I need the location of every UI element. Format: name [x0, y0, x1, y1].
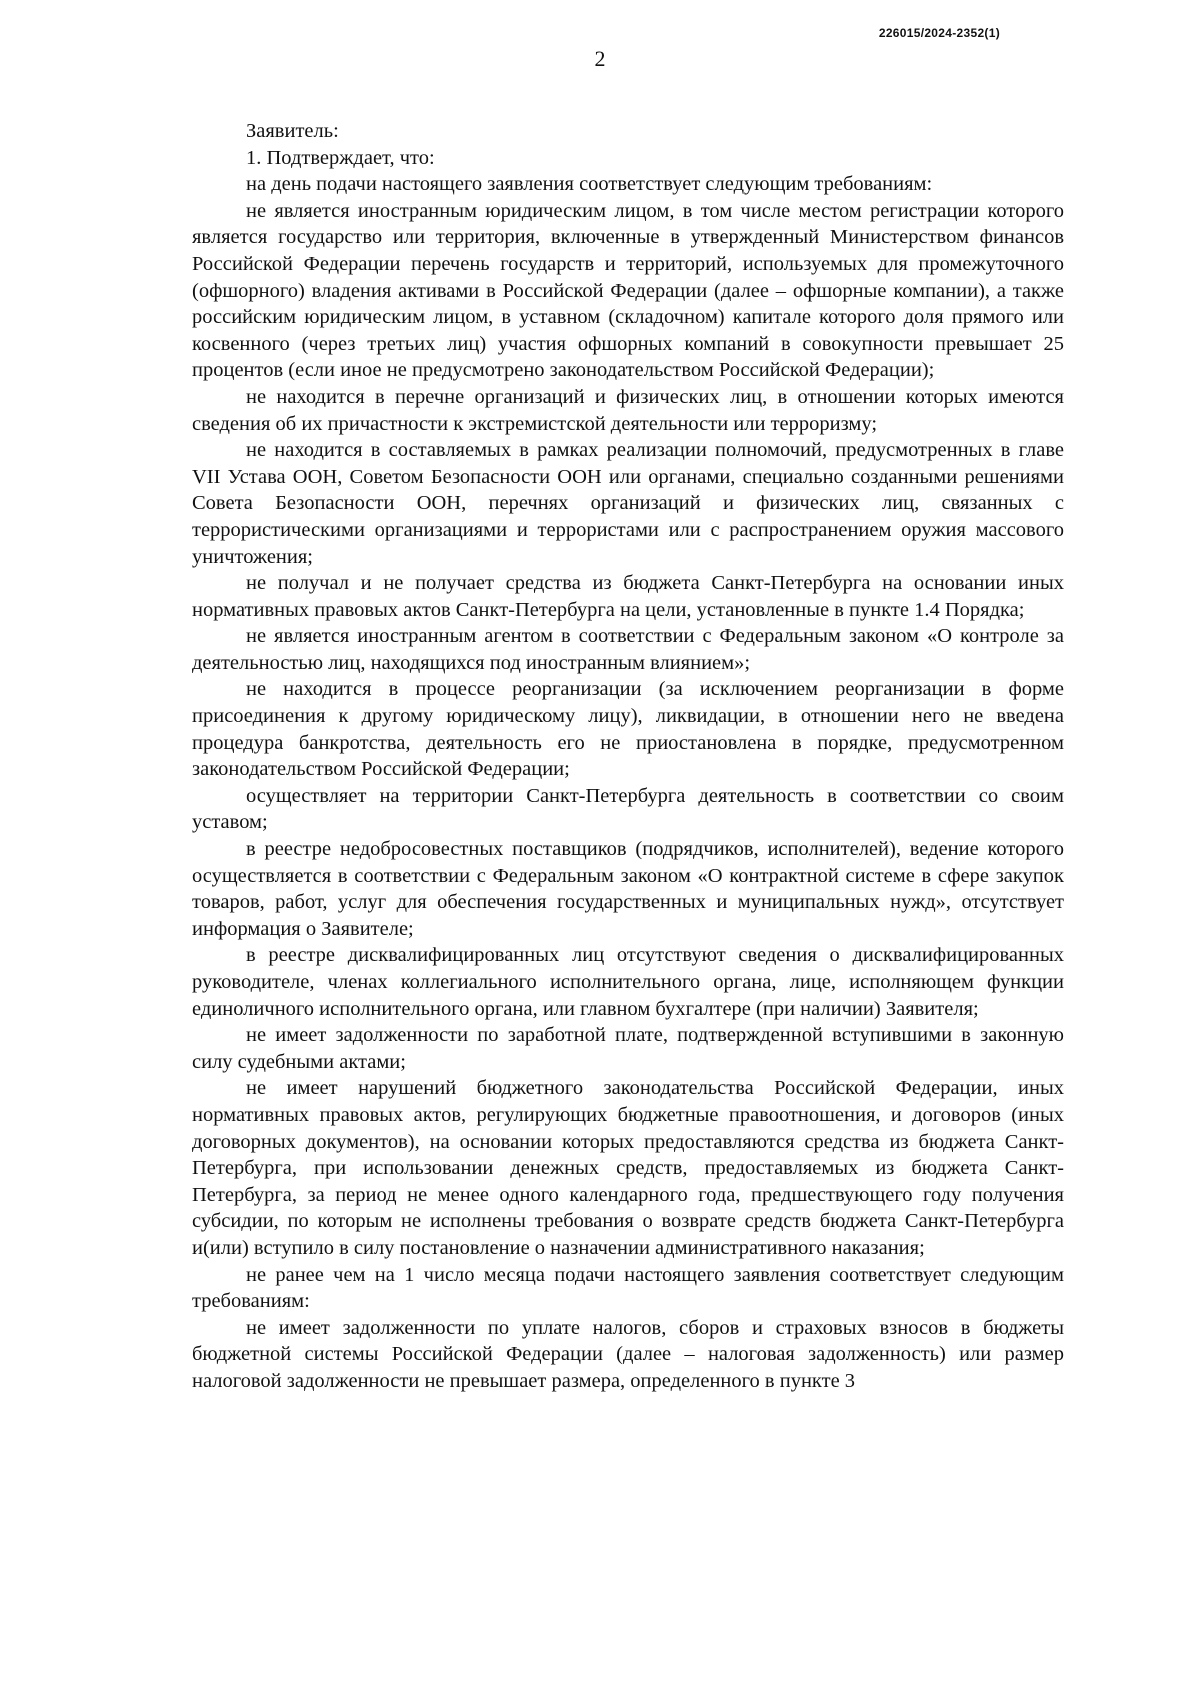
registration-number: 226015/2024-2352(1): [878, 26, 1000, 40]
confirmation-heading: 1. Подтверждает, что:: [246, 146, 435, 169]
paragraph-month-requirements: не ранее чем на 1 число месяца подачи настоящего заявления соответствует следующим требованиям:: [192, 1263, 1064, 1313]
document-body: [192, 118, 1064, 1395]
paragraph-reorganization: не находится в процессе реорганизации (за исключением реорганизации в форме присоединения к другому юридическому лицу), ликвидации, в отношении него не введена процедура банкротства, деятельность его не приостановлена в порядке, предусмотренном законодательством Российской Федерации;: [192, 678, 1064, 781]
paragraph-suppliers-registry: в реестре недобросовестных поставщиков (подрядчиков, исполнителей), ведение которого осуществляется в соответствии с Федеральным законом «О контрактной системе в сфере закупок товаров, работ, услуг для обеспечения государственных и муниципальных нужд», отсутствует информация о Заявителе;: [192, 838, 1064, 940]
paragraph-extremism-list: не находится в перечне организаций и физических лиц, в отношении которых имеются сведения об их причастности к экстремистской деятельности или терроризму;: [192, 385, 1064, 435]
paragraph-disqualified-registry: в реестре дисквалифицированных лиц отсутствуют сведения о дисквалифицированных руководителе, членах коллегиального исполнительного органа, лице, исполняющем функции единоличного исполнительного органа, или главном бухгалтере (при наличии) Заявителя;: [192, 944, 1064, 1020]
paragraph-tax-debt: не имеет задолженности по уплате налогов, сборов и страховых взносов в бюджеты бюджетной системы Российской Федерации (далее – налоговая задолженность) или размер налоговой задолженности не превышает размера, определенного в пункте 3: [192, 1316, 1064, 1392]
paragraph-requirements-intro: на день подачи настоящего заявления соответствует следующим требованиям:: [246, 173, 933, 196]
paragraph-foreign-agent: не является иностранным агентом в соответствии с Федеральным законом «О контроле за деятельностью лиц, находящихся под иностранным влиянием»;: [192, 625, 1064, 674]
paragraph-budget-funds: не получал и не получает средства из бюджета Санкт-Петербурга на основании иных нормативных правовых актов Санкт-Петербурга на цели, установленные в пункте 1.4 Порядка;: [192, 572, 1064, 621]
page-number: 2: [594, 46, 606, 71]
paragraph-budget-violations: не имеет нарушений бюджетного законодательства Российской Федерации, иных нормативных правовых актов, регулирующих бюджетные правоотношения, и договоров (иных договорных документов), на основании которых предоставляются средства из бюджета Санкт-Петербурга, при использовании денежных средств, предоставляемых из бюджета Санкт-Петербурга, за период не менее одного календарного года, предшествующего году получения субсидии, по которым не исполнены требования о возврате средств бюджета Санкт-Петербурга и(или) вступило в силу постановление о назначении административного наказания;: [192, 1077, 1064, 1259]
paragraph-un-lists: не находится в составляемых в рамках реализации полномочий, предусмотренных в главе VII Устава ООН, Советом Безопасности ООН или органами, специально созданными решениями Совета Безопасности ООН, перечнях организаций и физических лиц, связанных с террористическими организациями и террористами или с распространением оружия массового уничтожения;: [192, 439, 1064, 568]
paragraph-wage-debt: не имеет задолженности по заработной плате, подтвержденной вступившими в законную силу судебными актами;: [192, 1024, 1064, 1073]
applicant-heading: Заявитель:: [246, 120, 339, 142]
paragraph-offshore: не является иностранным юридическим лицом, в том числе местом регистрации которого является государство или территория, включенные в утвержденный Министерством финансов Российской Федерации перечень государств и территорий, используемых для промежуточного (офшорного) владения активами в Российской Федерации (далее – офшорные компании), а также российским юридическим лицом, в уставном (складочном) капитале которого доля прямого или косвенного (через третьих лиц) участия офшорных компаний в совокупности превышает 25 процентов (если иное не предусмотрено законодательством Российской Федерации);: [192, 199, 1064, 382]
paragraph-activity: осуществляет на территории Санкт-Петербурга деятельность в соответствии со своим уставом;: [192, 784, 1064, 834]
